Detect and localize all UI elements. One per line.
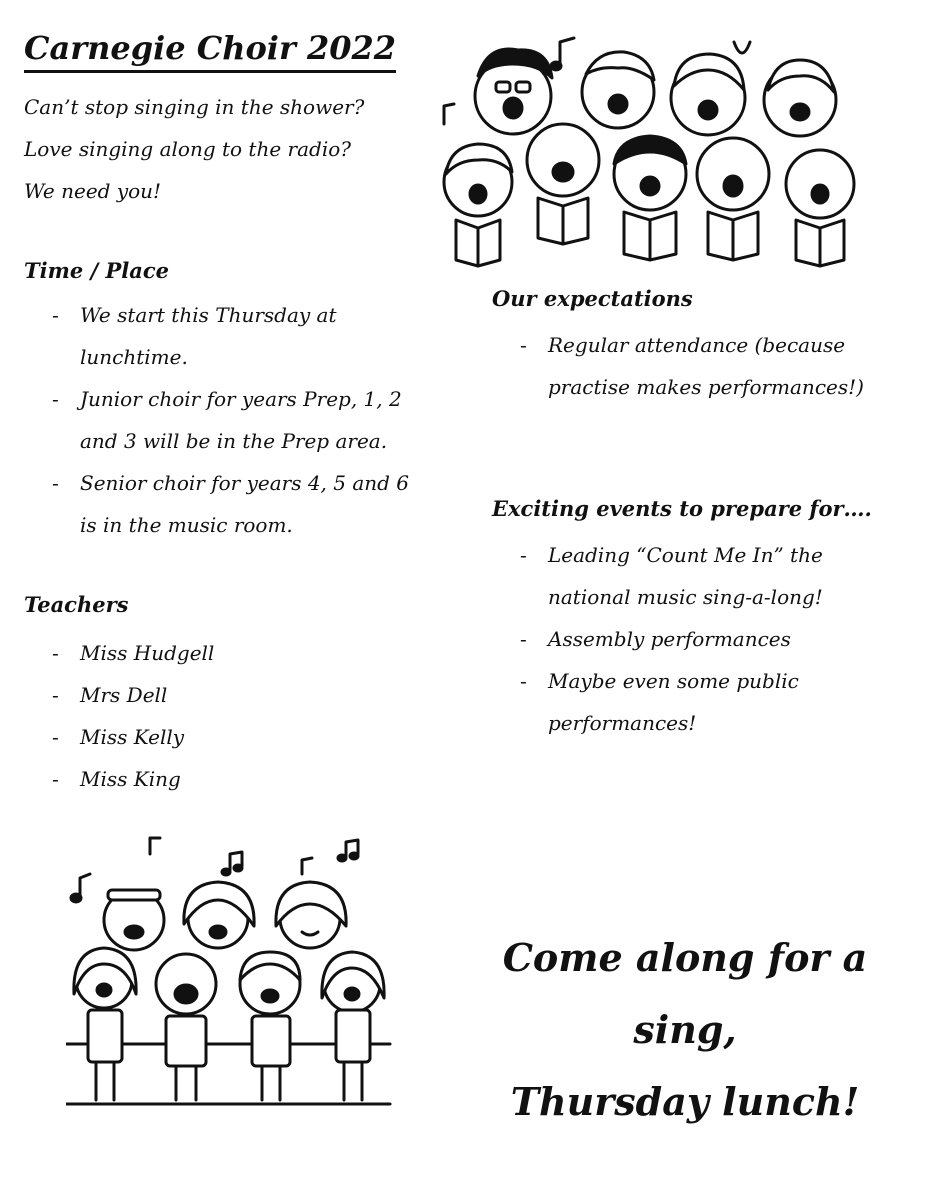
intro-line: We need you! bbox=[24, 179, 162, 203]
intro-text bbox=[24, 86, 364, 212]
list-item: - Assembly performances bbox=[520, 618, 900, 660]
time-place-list bbox=[52, 294, 422, 546]
page-title: Carnegie Choir 2022 bbox=[24, 28, 396, 73]
choir-stage-illustration bbox=[66, 834, 394, 1110]
cta-line-2: Thursday lunch! bbox=[510, 1079, 860, 1124]
expectations-list bbox=[520, 324, 900, 408]
intro-line: Love singing along to the radio? bbox=[24, 137, 351, 161]
list-item: - Maybe even some public performances! bbox=[520, 660, 900, 744]
list-item: - Mrs Dell bbox=[52, 674, 372, 716]
list-item: - We start this Thursday at lunchtime. bbox=[52, 294, 422, 378]
choir-children-illustration bbox=[428, 34, 878, 270]
time-place-heading: Time / Place bbox=[24, 258, 170, 283]
list-item: - Junior choir for years Prep, 1, 2 and 3 will be in the Prep area. bbox=[52, 378, 422, 462]
teachers-heading: Teachers bbox=[24, 592, 129, 617]
list-item: - Miss King bbox=[52, 758, 372, 800]
teachers-list bbox=[52, 632, 372, 800]
list-item: - Leading “Count Me In” the national music sing-a-long! bbox=[520, 534, 900, 618]
list-item: - Miss Kelly bbox=[52, 716, 372, 758]
cta-line-1: Come along for a sing, bbox=[502, 935, 868, 1052]
choir-children-drawing bbox=[428, 34, 878, 270]
choir-stage-drawing bbox=[66, 834, 394, 1110]
intro-line: Can’t stop singing in the shower? bbox=[24, 95, 365, 119]
expectations-heading: Our expectations bbox=[492, 286, 693, 311]
events-list bbox=[520, 534, 900, 744]
list-item: - Regular attendance (because practise makes performances!) bbox=[520, 324, 900, 408]
events-heading: Exciting events to prepare for…. bbox=[492, 496, 872, 521]
call-to-action bbox=[470, 922, 900, 1138]
list-item: - Miss Hudgell bbox=[52, 632, 372, 674]
list-item: - Senior choir for years 4, 5 and 6 is in the music room. bbox=[52, 462, 422, 546]
